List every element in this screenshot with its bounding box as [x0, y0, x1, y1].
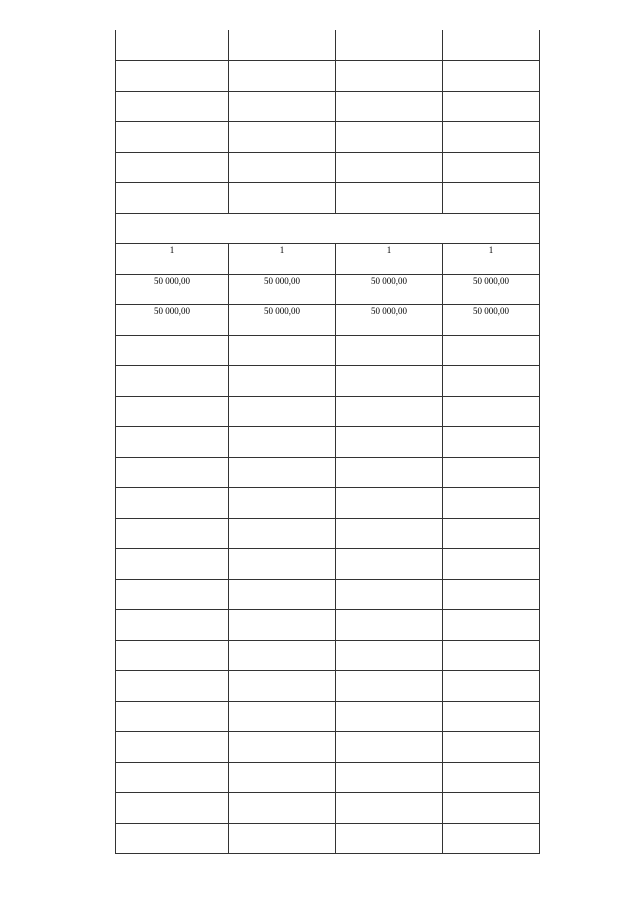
table-cell: [336, 61, 443, 92]
table-cell: 50 000,00: [443, 305, 540, 336]
table-cell: [116, 732, 229, 763]
table-cell: [443, 671, 540, 702]
table-cell: [336, 30, 443, 61]
table-row: [116, 366, 540, 397]
table-row: [116, 518, 540, 549]
table-cell: 50 000,00: [336, 274, 443, 305]
table-cell: [336, 91, 443, 122]
table-cell: [116, 366, 229, 397]
table-cell: [336, 671, 443, 702]
table-cell: [229, 701, 336, 732]
table-cell: [336, 732, 443, 763]
table-cell: [229, 579, 336, 610]
table-cell: 1: [443, 244, 540, 275]
table-cell: [116, 122, 229, 153]
table-cell: [443, 701, 540, 732]
table-row: [116, 244, 540, 275]
table-cell: [116, 335, 229, 366]
table-row: [116, 122, 540, 153]
table-cell: [229, 457, 336, 488]
table-cell: [443, 335, 540, 366]
table-cell: 1: [229, 244, 336, 275]
table-cell: [443, 823, 540, 854]
table-row: [116, 793, 540, 824]
table-row: [116, 762, 540, 793]
table-cell: [443, 579, 540, 610]
table-cell: [336, 488, 443, 519]
table-cell: [229, 335, 336, 366]
table-cell: [229, 30, 336, 61]
table-cell: [116, 823, 229, 854]
table-cell: [443, 91, 540, 122]
document-table: [115, 30, 540, 854]
table-cell: [116, 183, 229, 214]
table-cell: [116, 579, 229, 610]
table-cell: [443, 122, 540, 153]
table-cell: [443, 640, 540, 671]
table-row: [116, 213, 540, 244]
table-cell: [443, 396, 540, 427]
merged-row-cell: [116, 213, 540, 244]
table-cell: [443, 793, 540, 824]
table-cell: [229, 122, 336, 153]
table-cell: [443, 30, 540, 61]
table-cell: [116, 91, 229, 122]
table-cell: [229, 549, 336, 580]
table-cell: 50 000,00: [229, 305, 336, 336]
table-cell: [116, 30, 229, 61]
table-cell: 50 000,00: [336, 305, 443, 336]
table-row: [116, 610, 540, 641]
table-cell: [116, 610, 229, 641]
table-row: [116, 427, 540, 458]
table-row: [116, 396, 540, 427]
table-row: [116, 61, 540, 92]
table-cell: [116, 701, 229, 732]
table-cell: [229, 671, 336, 702]
table-cell: [229, 793, 336, 824]
table-cell: [336, 640, 443, 671]
table-cell: [116, 61, 229, 92]
table-row: [116, 30, 540, 61]
table-cell: [336, 549, 443, 580]
table-row: [116, 91, 540, 122]
table-row: [116, 488, 540, 519]
table-cell: [229, 91, 336, 122]
table-row: [116, 823, 540, 854]
table-cell: [116, 152, 229, 183]
table-cell: [116, 640, 229, 671]
table-cell: [336, 793, 443, 824]
table-cell: [336, 579, 443, 610]
table-cell: [116, 488, 229, 519]
table-cell: 50 000,00: [229, 274, 336, 305]
table-cell: [116, 427, 229, 458]
table-cell: 1: [336, 244, 443, 275]
table-cell: [443, 549, 540, 580]
table-cell: [116, 396, 229, 427]
table-cell: [336, 762, 443, 793]
table-cell: [116, 671, 229, 702]
table-cell: [443, 427, 540, 458]
table-cell: 1: [116, 244, 229, 275]
table-row: [116, 701, 540, 732]
table-cell: [336, 610, 443, 641]
table-cell: [336, 335, 443, 366]
table-cell: [229, 427, 336, 458]
table-cell: [116, 518, 229, 549]
table-row: [116, 732, 540, 763]
table-cell: [336, 701, 443, 732]
table-cell: [229, 488, 336, 519]
table-cell: [443, 518, 540, 549]
table-row: [116, 183, 540, 214]
table-row: [116, 549, 540, 580]
table-cell: [229, 762, 336, 793]
table-row: [116, 457, 540, 488]
table-cell: [443, 61, 540, 92]
table-cell: [116, 793, 229, 824]
table-cell: [443, 610, 540, 641]
table-cell: [336, 427, 443, 458]
table-cell: [336, 152, 443, 183]
table-cell: [229, 61, 336, 92]
table-cell: [336, 457, 443, 488]
table-cell: [336, 518, 443, 549]
table-cell: [229, 823, 336, 854]
table-row: [116, 579, 540, 610]
table-cell: [336, 823, 443, 854]
table-cell: [443, 183, 540, 214]
table-cell: [336, 122, 443, 153]
table-cell: [116, 457, 229, 488]
table-cell: [229, 518, 336, 549]
table-cell: [116, 549, 229, 580]
table-cell: [229, 366, 336, 397]
table-cell: [229, 183, 336, 214]
table-cell: [229, 610, 336, 641]
table-cell: [443, 732, 540, 763]
table-cell: [336, 183, 443, 214]
table-cell: [229, 640, 336, 671]
table-cell: 50 000,00: [116, 274, 229, 305]
table-cell: [443, 457, 540, 488]
table-cell: [229, 732, 336, 763]
table-cell: [116, 762, 229, 793]
table-row: [116, 335, 540, 366]
table-cell: [443, 152, 540, 183]
table-cell: 50 000,00: [443, 274, 540, 305]
table-cell: [443, 366, 540, 397]
table-cell: 50 000,00: [116, 305, 229, 336]
table-row: [116, 274, 540, 305]
table-row: [116, 671, 540, 702]
table-cell: [229, 396, 336, 427]
table-row: [116, 305, 540, 336]
table-cell: [229, 152, 336, 183]
table-cell: [336, 366, 443, 397]
table-row: [116, 640, 540, 671]
table-row: [116, 152, 540, 183]
table-cell: [443, 488, 540, 519]
table-cell: [336, 396, 443, 427]
table-body: [116, 30, 540, 854]
table-cell: [443, 762, 540, 793]
